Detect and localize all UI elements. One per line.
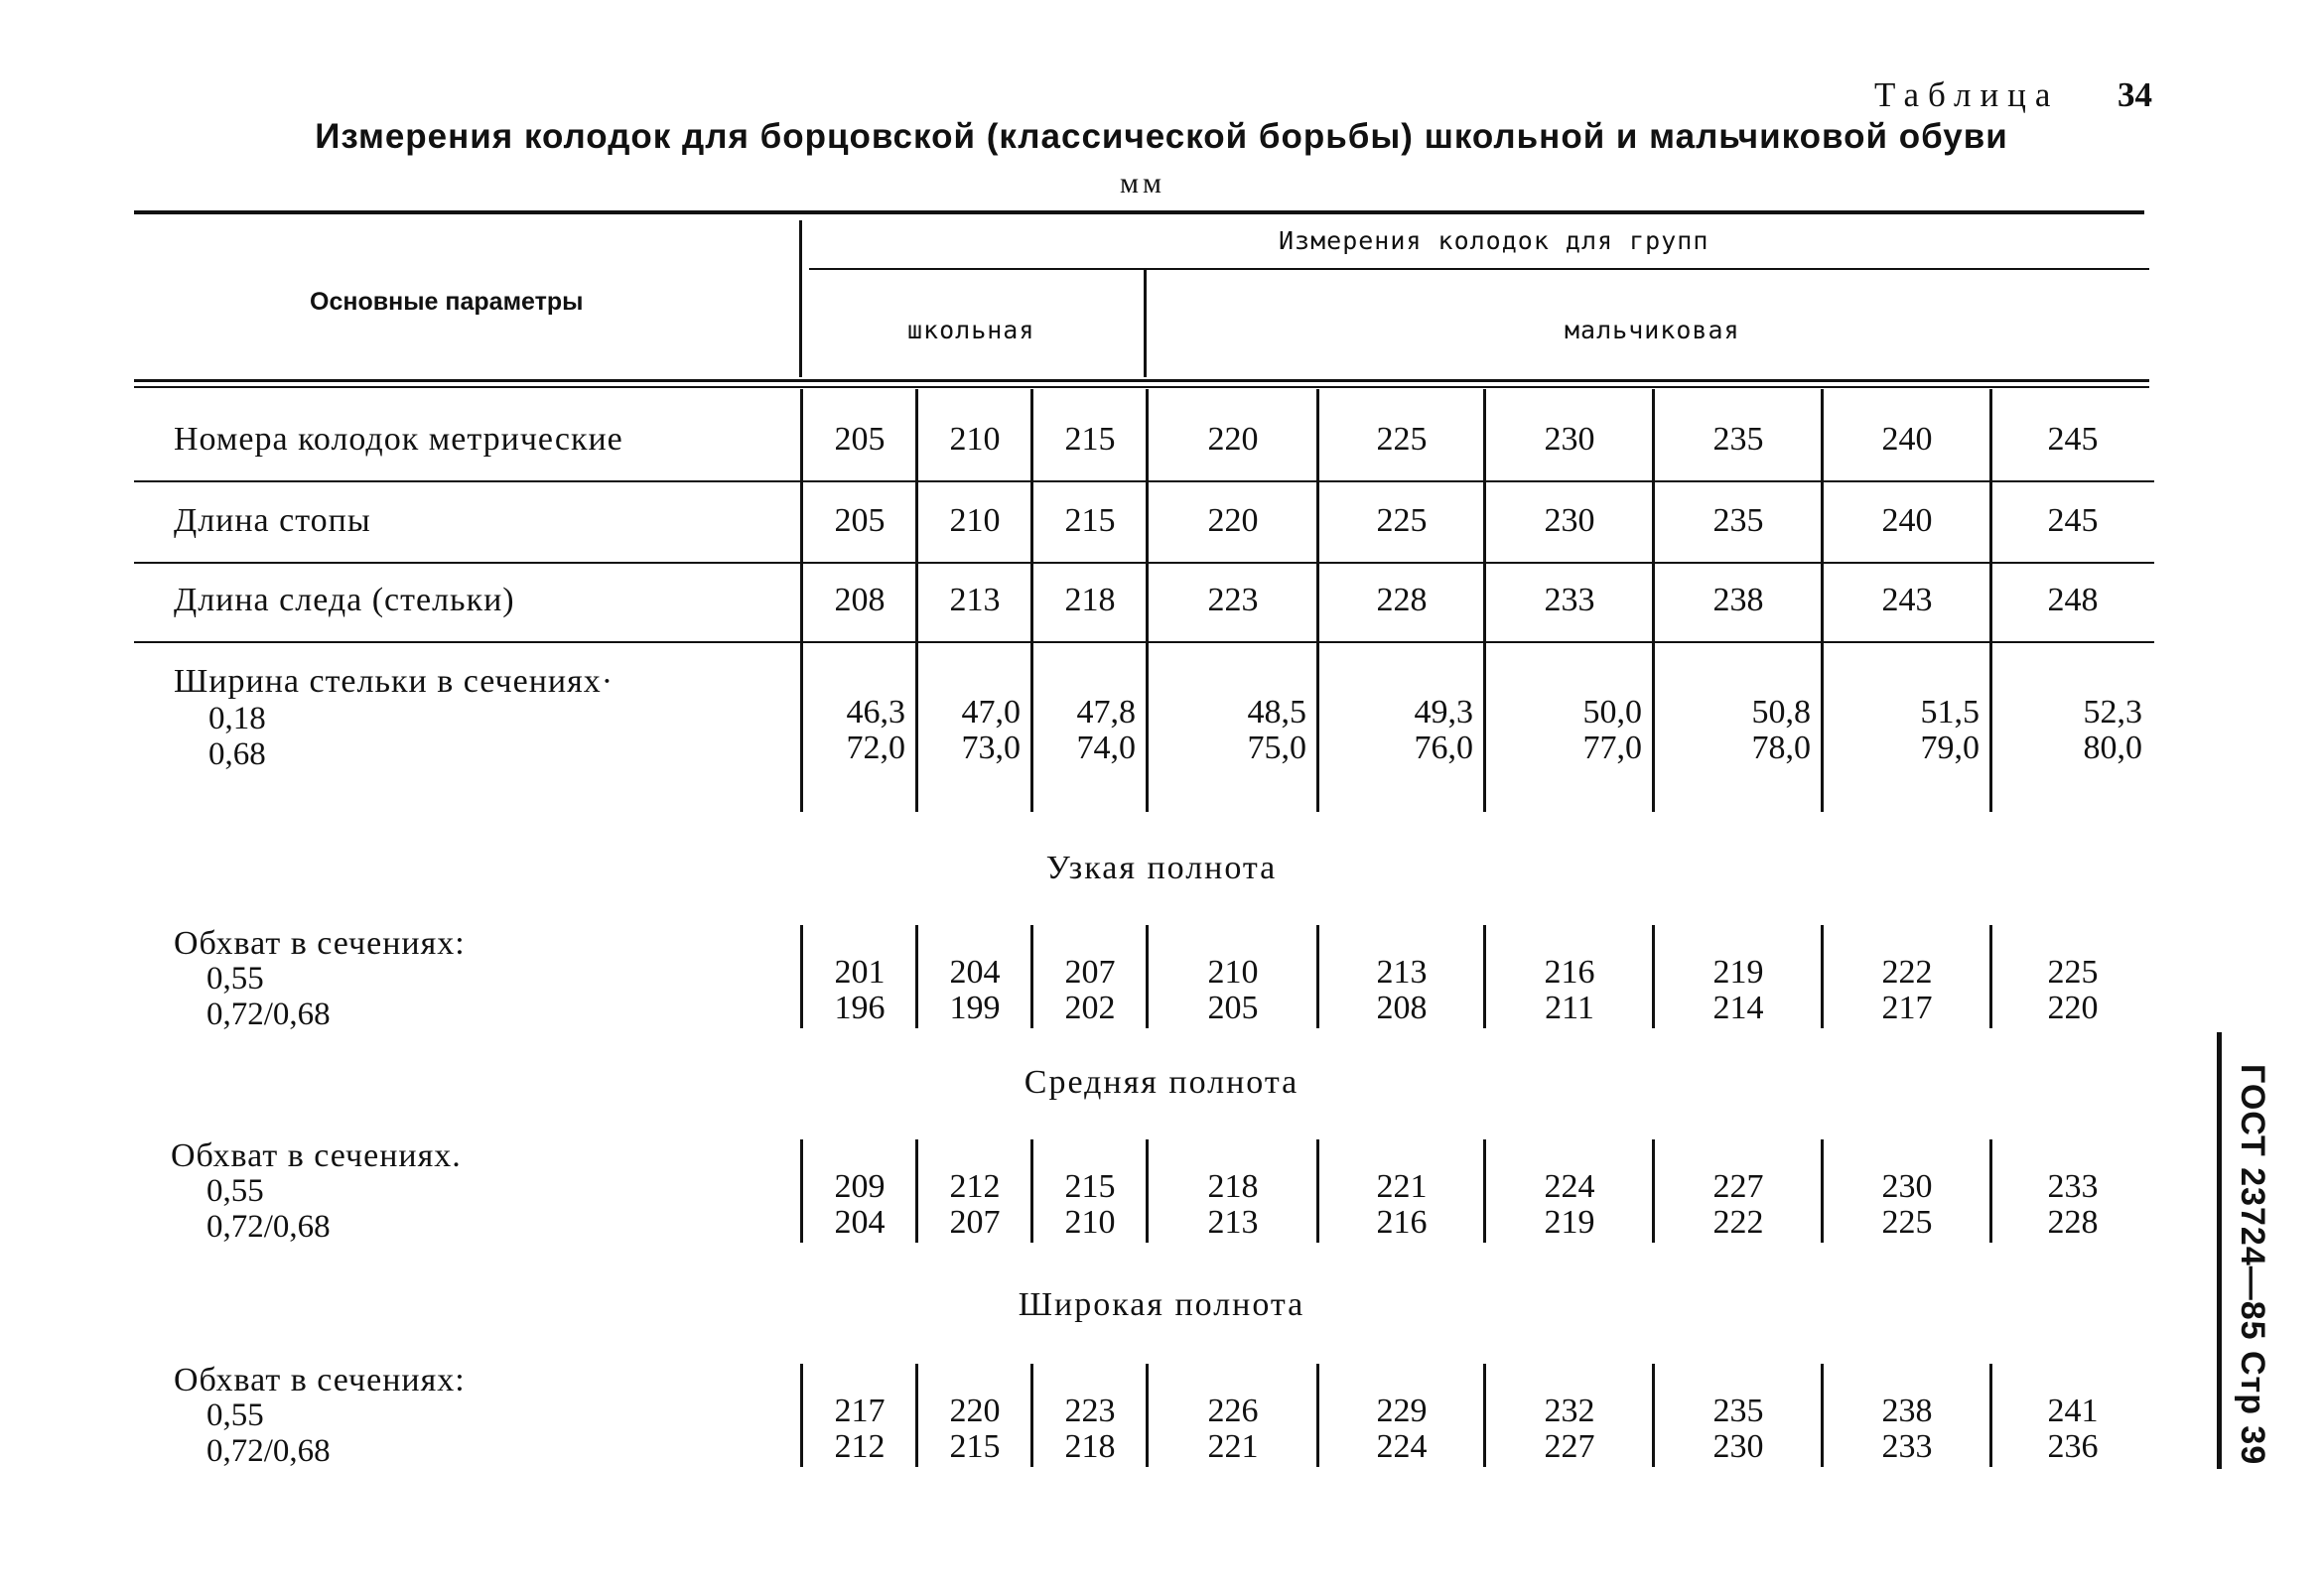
row-sub-068: 0,68 (208, 736, 266, 772)
row-label-sole-length: Длина следа (стельки) (174, 582, 515, 618)
top-rule (134, 210, 2144, 214)
table-cell: 225 (2047, 954, 2099, 991)
table-cell: 205 (834, 502, 886, 539)
table-cell: 240 (1881, 421, 1933, 458)
column-rule (1316, 389, 1319, 812)
table-cell: 196 (834, 990, 886, 1026)
row-rule-1 (134, 480, 2154, 482)
table-cell: 219 (1712, 954, 1764, 991)
column-rule (1989, 1139, 1992, 1243)
table-cell: 48,5 (1247, 694, 1306, 731)
side-rule (2217, 1032, 2222, 1469)
table-cell: 222 (1712, 1204, 1764, 1241)
table-cell: 210 (1064, 1204, 1116, 1241)
table-cell: 229 (1376, 1393, 1428, 1429)
table-cell: 221 (1376, 1168, 1428, 1205)
table-cell: 233 (2047, 1168, 2099, 1205)
column-rule (1652, 1364, 1655, 1467)
table-cell: 78,0 (1751, 730, 1811, 766)
column-rule (1483, 389, 1486, 812)
table-cell: 79,0 (1920, 730, 1980, 766)
table-cell: 216 (1544, 954, 1595, 991)
table-cell: 52,3 (2083, 694, 2142, 731)
header-rule-1 (134, 379, 2149, 382)
section-sub2-narrow: 0,72/0,68 (206, 997, 331, 1032)
column-rule (1483, 1139, 1486, 1243)
table-cell: 220 (1207, 421, 1259, 458)
table-cell: 51,5 (1920, 694, 1980, 731)
column-rule (1821, 925, 1824, 1028)
table-cell: 218 (1207, 1168, 1259, 1205)
table-cell: 210 (1207, 954, 1259, 991)
table-number: 34 (2118, 75, 2152, 114)
section-sub1-wide: 0,55 (206, 1397, 264, 1433)
table-cell: 215 (1064, 502, 1116, 539)
table-cell: 215 (949, 1428, 1001, 1465)
table-cell: 243 (1881, 582, 1933, 618)
table-cell: 220 (949, 1393, 1001, 1429)
table-cell: 208 (834, 582, 886, 618)
table-cell: 235 (1712, 1393, 1764, 1429)
row-label-insole-width: Ширина стельки в сечениях· (174, 663, 615, 700)
header-divider-param (799, 220, 802, 377)
table-cell: 230 (1881, 1168, 1933, 1205)
row-rule-3 (134, 641, 2154, 643)
row-label-foot-length: Длина стопы (174, 502, 371, 539)
section-sub1-medium: 0,55 (206, 1173, 264, 1209)
column-rule (1652, 389, 1655, 812)
table-cell: 220 (2047, 990, 2099, 1026)
table-cell: 72,0 (846, 730, 905, 766)
table-cell: 230 (1712, 1428, 1764, 1465)
table-cell: 47,8 (1076, 694, 1136, 731)
header-divider-group (1144, 270, 1147, 377)
table-cell: 75,0 (1247, 730, 1306, 766)
table-cell: 219 (1544, 1204, 1595, 1241)
section-title-wide: Широкая полнота (1018, 1286, 1305, 1323)
table-cell: 205 (1207, 990, 1259, 1026)
table-cell: 230 (1544, 502, 1595, 539)
table-cell: 227 (1712, 1168, 1764, 1205)
header-rule-2 (134, 386, 2149, 388)
table-cell: 245 (2047, 421, 2099, 458)
table-cell: 205 (834, 421, 886, 458)
section-sub2-wide: 0,72/0,68 (206, 1433, 331, 1469)
column-rule (1316, 1364, 1319, 1467)
table-cell: 215 (1064, 421, 1116, 458)
column-rule (1483, 1364, 1486, 1467)
table-cell: 214 (1712, 990, 1764, 1026)
group-rule (809, 268, 2149, 270)
table-cell: 230 (1544, 421, 1595, 458)
column-rule (1989, 1364, 1992, 1467)
group-school: школьная (907, 316, 1035, 344)
table-cell: 207 (1064, 954, 1116, 991)
side-caption: ГОСТ 23724—85 Стр 39 (2234, 1064, 2271, 1466)
column-rule (1652, 925, 1655, 1028)
table-cell: 210 (949, 421, 1001, 458)
table-cell: 80,0 (2083, 730, 2142, 766)
section-sub2-medium: 0,72/0,68 (206, 1209, 331, 1245)
section-title-medium: Средняя полнота (1024, 1064, 1299, 1101)
table-cell: 204 (949, 954, 1001, 991)
table-cell: 218 (1064, 1428, 1116, 1465)
table-cell: 202 (1064, 990, 1116, 1026)
table-cell: 245 (2047, 502, 2099, 539)
section-title-narrow: Узкая полнота (1045, 850, 1278, 886)
column-rule (1821, 1139, 1824, 1243)
section-label-medium: Обхват в сечениях. (171, 1137, 462, 1174)
table-cell: 238 (1712, 582, 1764, 618)
group-boys: мальчиковая (1565, 316, 1740, 344)
table-cell: 224 (1544, 1168, 1595, 1205)
table-cell: 235 (1712, 502, 1764, 539)
table-cell: 49,3 (1414, 694, 1473, 731)
table-cell: 240 (1881, 502, 1933, 539)
table-cell: 46,3 (846, 694, 905, 731)
table-cell: 223 (1064, 1393, 1116, 1429)
column-rule (1989, 925, 1992, 1028)
table-cell: 209 (834, 1168, 886, 1205)
table-cell: 224 (1376, 1428, 1428, 1465)
table-cell: 223 (1207, 582, 1259, 618)
table-cell: 47,0 (961, 694, 1021, 731)
table-cell: 211 (1545, 990, 1594, 1026)
column-rule (1821, 1364, 1824, 1467)
column-rule (1989, 389, 1992, 812)
table-cell: 232 (1544, 1393, 1595, 1429)
table-cell: 50,8 (1751, 694, 1811, 731)
table-cell: 236 (2047, 1428, 2099, 1465)
page-title: Измерения колодок для борцовской (классической борьбы) школьной и мальчиковой обуви (315, 117, 2008, 156)
row-label-numbers: Номера колодок метрические (174, 421, 623, 458)
column-rule (1483, 925, 1486, 1028)
table-cell: 210 (949, 502, 1001, 539)
table-cell: 221 (1207, 1428, 1259, 1465)
column-rule (1316, 1139, 1319, 1243)
table-cell: 228 (1376, 582, 1428, 618)
table-cell: 201 (834, 954, 886, 991)
table-cell: 233 (1881, 1428, 1933, 1465)
table-cell: 248 (2047, 582, 2099, 618)
column-rule (1652, 1139, 1655, 1243)
table-cell: 208 (1376, 990, 1428, 1026)
table-cell: 204 (834, 1204, 886, 1241)
section-label-wide: Обхват в сечениях: (174, 1362, 466, 1398)
table-cell: 233 (1544, 582, 1595, 618)
table-cell: 199 (949, 990, 1001, 1026)
table-cell: 225 (1376, 502, 1428, 539)
table-cell: 222 (1881, 954, 1933, 991)
table-cell: 225 (1376, 421, 1428, 458)
table-cell: 217 (834, 1393, 886, 1429)
table-cell: 218 (1064, 582, 1116, 618)
table-cell: 76,0 (1414, 730, 1473, 766)
table-cell: 77,0 (1582, 730, 1642, 766)
table-cell: 73,0 (961, 730, 1021, 766)
table-label: Таблица (1874, 75, 2060, 114)
table-cell: 212 (949, 1168, 1001, 1205)
table-cell: 226 (1207, 1393, 1259, 1429)
group-header: Измерения колодок для групп (1279, 226, 1709, 255)
table-cell: 235 (1712, 421, 1764, 458)
table-cell: 228 (2047, 1204, 2099, 1241)
table-cell: 216 (1376, 1204, 1428, 1241)
table-cell: 213 (1376, 954, 1428, 991)
table-cell: 238 (1881, 1393, 1933, 1429)
table-cell: 217 (1881, 990, 1933, 1026)
table-cell: 227 (1544, 1428, 1595, 1465)
table-cell: 207 (949, 1204, 1001, 1241)
row-sub-018: 0,18 (208, 701, 266, 736)
table-cell: 225 (1881, 1204, 1933, 1241)
row-rule-2 (134, 562, 2154, 564)
section-sub1-narrow: 0,55 (206, 961, 264, 997)
section-label-narrow: Обхват в сечениях: (174, 925, 466, 962)
table-cell: 212 (834, 1428, 886, 1465)
table-cell: 241 (2047, 1393, 2099, 1429)
unit-label: мм (1120, 167, 1165, 200)
param-header: Основные параметры (310, 288, 584, 316)
column-rule (1821, 389, 1824, 812)
table-cell: 74,0 (1076, 730, 1136, 766)
column-rule (1316, 925, 1319, 1028)
table-cell: 213 (949, 582, 1001, 618)
table-cell: 213 (1207, 1204, 1259, 1241)
table-cell: 215 (1064, 1168, 1116, 1205)
table-cell: 50,0 (1582, 694, 1642, 731)
table-cell: 220 (1207, 502, 1259, 539)
